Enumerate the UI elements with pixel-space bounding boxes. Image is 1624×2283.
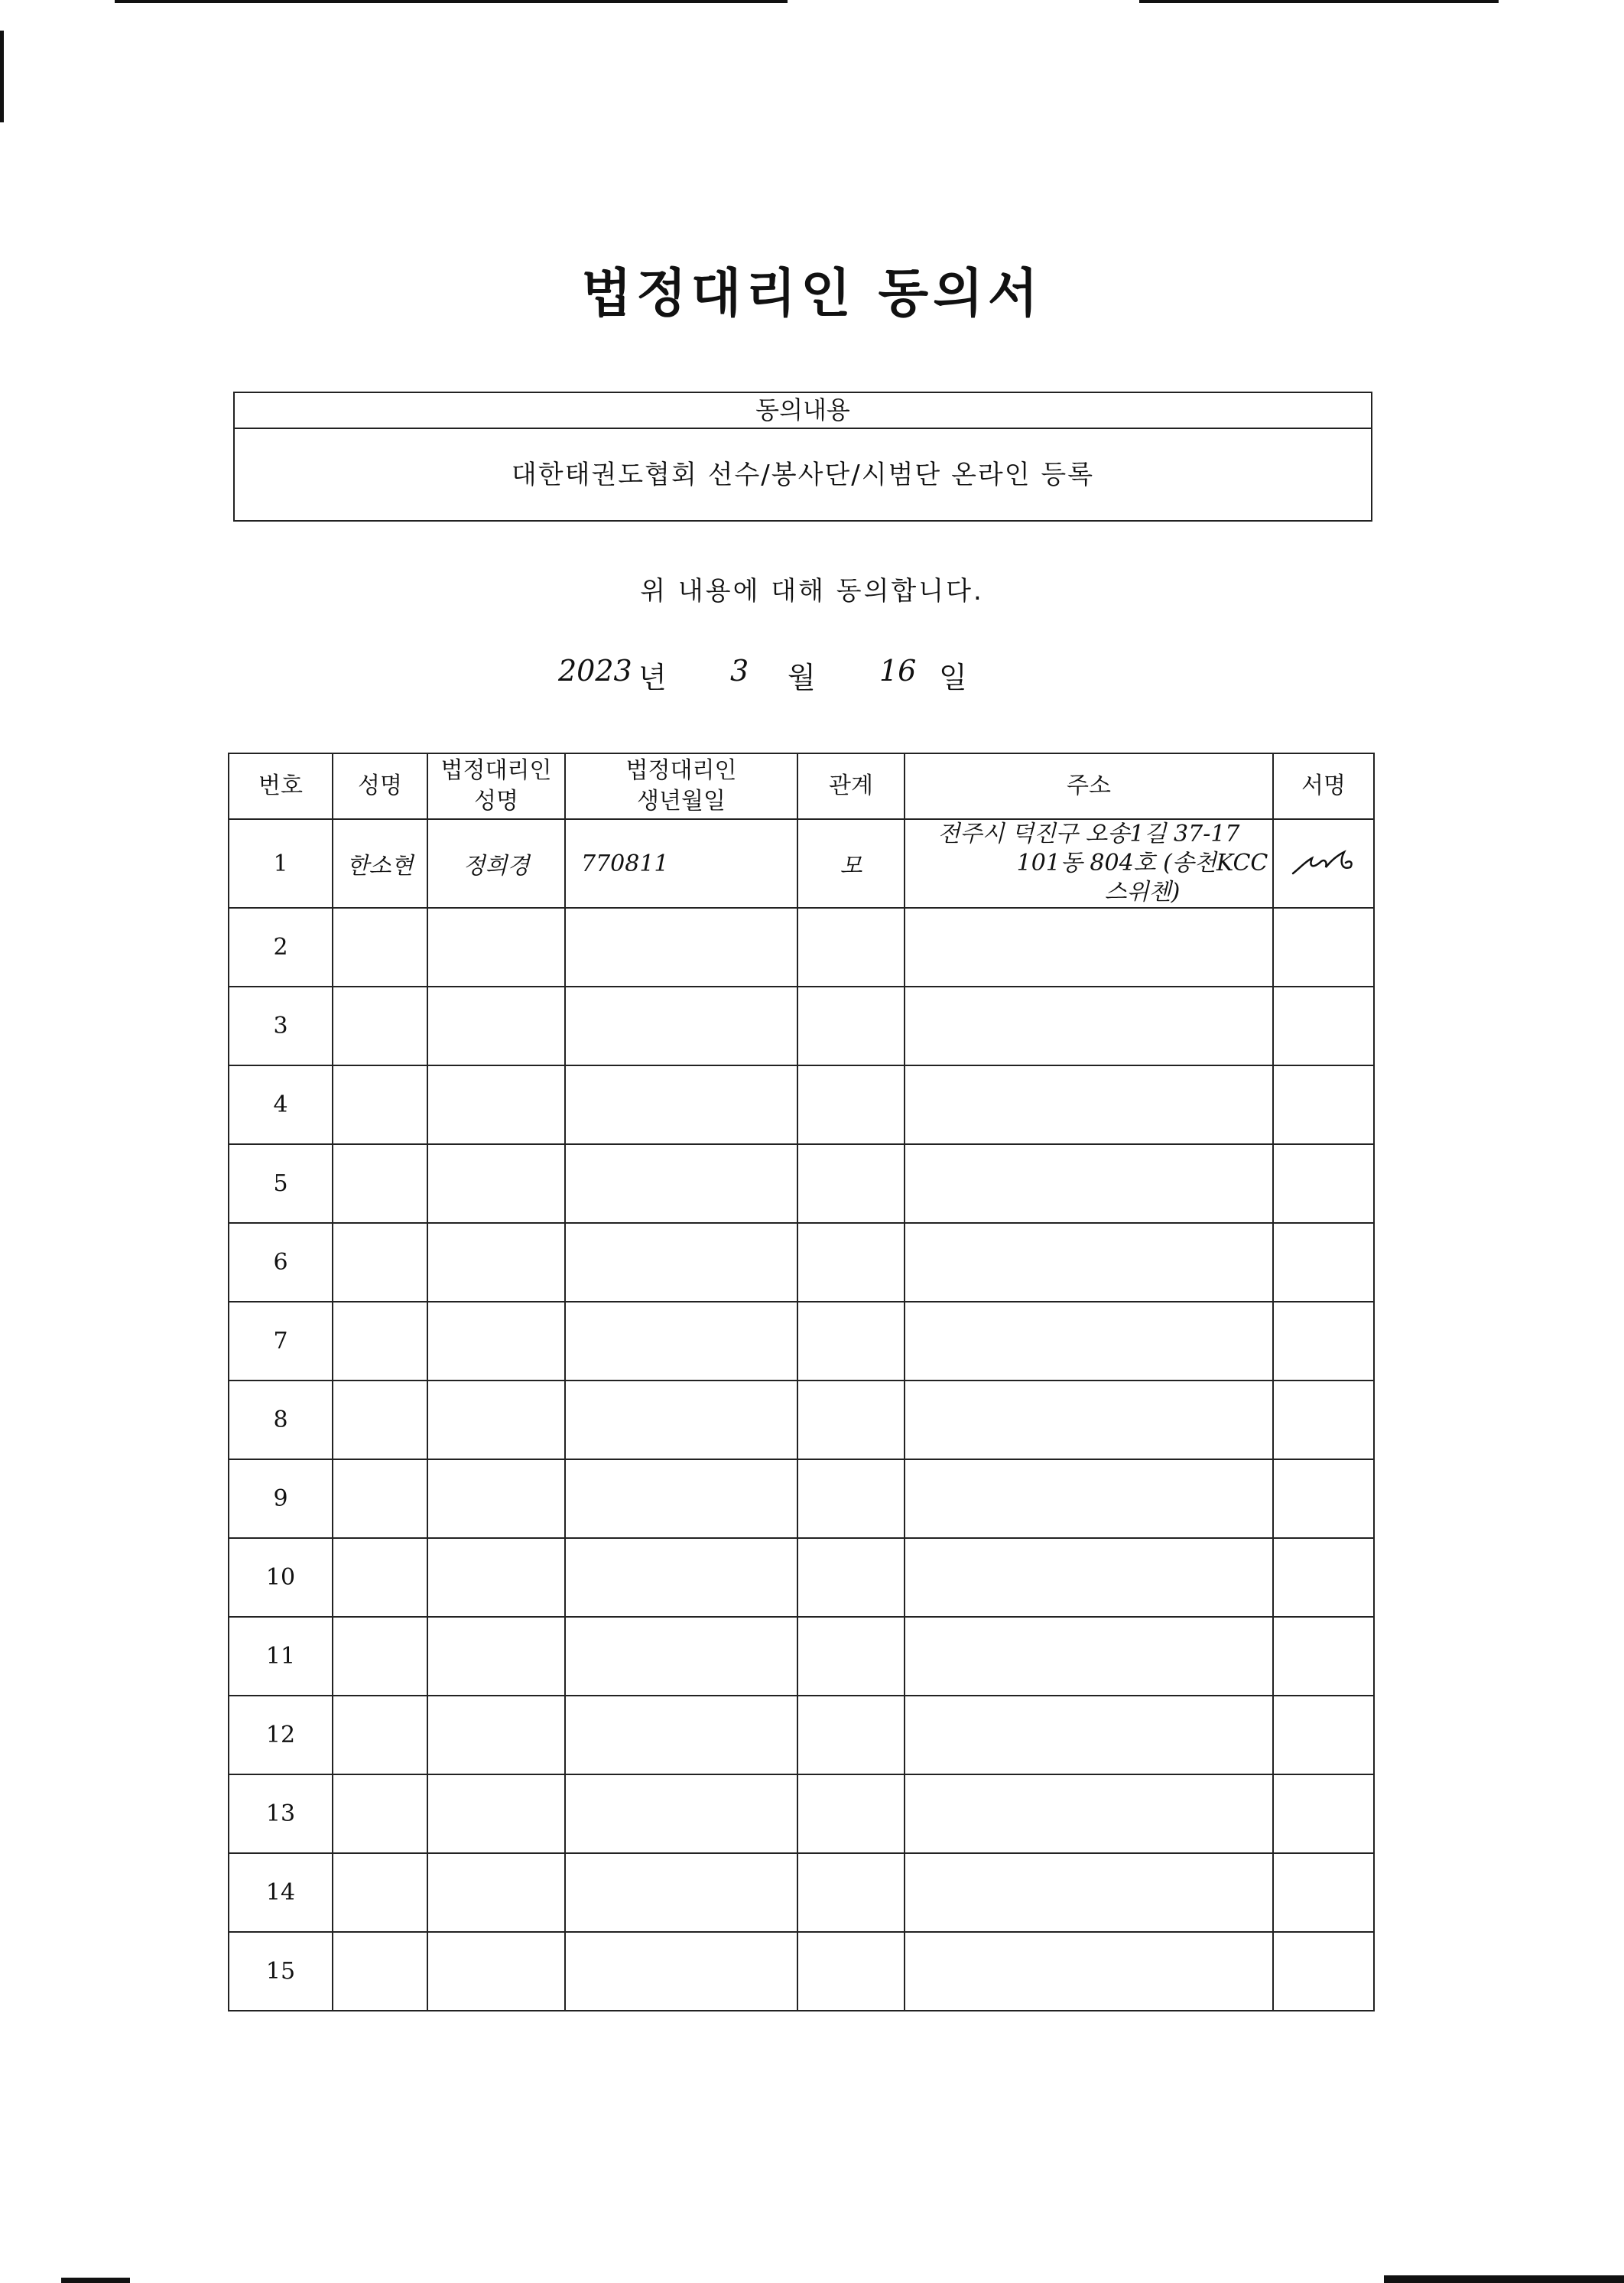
row-relation	[797, 1617, 905, 1696]
scan-edge-top-right	[1139, 0, 1499, 3]
row-number: 10	[229, 1538, 333, 1617]
row-signature	[1273, 987, 1374, 1065]
row-address	[905, 1932, 1273, 2011]
row-number: 1	[229, 819, 333, 908]
row-name: 한소현	[333, 819, 427, 908]
row-signature	[1273, 1932, 1374, 2011]
row-rep-birth	[565, 1538, 797, 1617]
handwritten-signature	[1289, 844, 1358, 883]
row-address-line2: 101동 804호 (송천KCC스위첸)	[1016, 850, 1268, 906]
scan-edge-top	[115, 0, 788, 3]
row-address-line1: 전주시 덕진구 오송1길 37-17	[937, 821, 1240, 847]
header-rep-birth	[565, 753, 797, 819]
consent-header: 동의내용	[235, 393, 1371, 429]
table-row	[229, 1459, 1374, 1538]
row-relation	[797, 1696, 905, 1774]
scan-edge-left	[0, 31, 4, 122]
row-signature	[1273, 1065, 1374, 1144]
row-number: 6	[229, 1223, 333, 1302]
row-signature	[1273, 1381, 1374, 1459]
row-address	[905, 1459, 1273, 1538]
row-rep-birth	[565, 908, 797, 987]
row-name	[333, 908, 427, 987]
row-number: 7	[229, 1302, 333, 1381]
row-relation	[797, 1065, 905, 1144]
row-relation	[797, 1381, 905, 1459]
row-rep-name: 정희경	[427, 819, 565, 908]
row-rep-birth	[565, 987, 797, 1065]
row-rep-name	[427, 1459, 565, 1538]
scan-edge-bottom	[1384, 2275, 1624, 2283]
date-day: 16	[879, 654, 917, 688]
row-number: 9	[229, 1459, 333, 1538]
row-name	[333, 1774, 427, 1853]
table-header-row	[229, 753, 1374, 819]
table-row	[229, 1538, 1374, 1617]
row-number: 2	[229, 908, 333, 987]
row-rep-birth: 770811	[565, 819, 797, 908]
row-signature	[1273, 1223, 1374, 1302]
date-month-unit: 월	[788, 661, 816, 694]
document-title: 법정대리인 동의서	[581, 263, 1043, 324]
row-rep-name	[427, 1144, 565, 1223]
guardian-table	[228, 753, 1375, 2011]
row-number: 8	[229, 1381, 333, 1459]
date-year-unit: 년	[638, 661, 667, 694]
row-rep-name	[427, 987, 565, 1065]
table-row	[229, 1696, 1374, 1774]
row-relation	[797, 908, 905, 987]
row-rep-birth	[565, 1144, 797, 1223]
row-number: 13	[229, 1774, 333, 1853]
row-name	[333, 1538, 427, 1617]
row-name	[333, 1853, 427, 1932]
row-name	[333, 1381, 427, 1459]
agreement-statement: 위 내용에 대해 동의합니다.	[640, 576, 984, 607]
row-signature	[1273, 908, 1374, 987]
row-name	[333, 1932, 427, 2011]
row-signature	[1273, 1459, 1374, 1538]
row-number: 4	[229, 1065, 333, 1144]
row-signature	[1273, 1144, 1374, 1223]
row-signature	[1273, 819, 1374, 908]
table-row	[229, 1144, 1374, 1223]
header-signature: 서명	[1273, 753, 1374, 819]
row-relation	[797, 1144, 905, 1223]
row-name	[333, 1617, 427, 1696]
row-signature	[1273, 1302, 1374, 1381]
row-rep-name	[427, 1696, 565, 1774]
row-relation	[797, 1932, 905, 2011]
row-relation	[797, 1459, 905, 1538]
row-rep-birth	[565, 1617, 797, 1696]
row-signature	[1273, 1853, 1374, 1932]
row-name	[333, 1223, 427, 1302]
row-relation	[797, 1774, 905, 1853]
table-row	[229, 1302, 1374, 1381]
row-number: 5	[229, 1144, 333, 1223]
header-rep-birth-line1: 법정대리인	[625, 757, 737, 784]
row-address	[905, 908, 1273, 987]
consent-body: 대한태권도협회 선수/봉사단/시범단 온라인 등록	[511, 460, 1095, 490]
row-relation	[797, 1853, 905, 1932]
row-address	[905, 1538, 1273, 1617]
row-rep-name	[427, 1065, 565, 1144]
table-row	[229, 1774, 1374, 1853]
row-rep-birth	[565, 1065, 797, 1144]
row-rep-birth	[565, 1774, 797, 1853]
row-rep-name	[427, 1853, 565, 1932]
row-number: 12	[229, 1696, 333, 1774]
date-year: 2023	[558, 654, 632, 688]
row-rep-birth	[565, 1853, 797, 1932]
row-address	[905, 1223, 1273, 1302]
table-row	[229, 1223, 1374, 1302]
row-number: 14	[229, 1853, 333, 1932]
row-number: 3	[229, 987, 333, 1065]
row-rep-name	[427, 1932, 565, 2011]
row-rep-birth	[565, 1381, 797, 1459]
row-relation	[797, 987, 905, 1065]
row-rep-birth	[565, 1696, 797, 1774]
table-row	[229, 1932, 1374, 2011]
row-name	[333, 1065, 427, 1144]
header-rep-name	[427, 753, 565, 819]
row-relation	[797, 1223, 905, 1302]
row-name	[333, 987, 427, 1065]
row-rep-birth	[565, 1302, 797, 1381]
row-relation: 모	[797, 819, 905, 908]
row-address	[905, 1774, 1273, 1853]
row-address	[905, 1302, 1273, 1381]
header-rep-name-line1: 법정대리인	[440, 757, 552, 784]
row-rep-name	[427, 1381, 565, 1459]
row-address	[905, 1381, 1273, 1459]
row-address	[905, 1617, 1273, 1696]
table-row	[229, 908, 1374, 987]
row-signature	[1273, 1617, 1374, 1696]
header-number: 번호	[229, 753, 333, 819]
table-row	[229, 1381, 1374, 1459]
table-row	[229, 987, 1374, 1065]
row-name	[333, 1302, 427, 1381]
scan-edge-bottom-left	[61, 2278, 130, 2283]
row-relation	[797, 1302, 905, 1381]
row-name	[333, 1459, 427, 1538]
row-rep-birth	[565, 1459, 797, 1538]
row-rep-birth	[565, 1932, 797, 2011]
date-month: 3	[730, 654, 749, 688]
row-rep-name	[427, 1774, 565, 1853]
row-rep-name	[427, 1223, 565, 1302]
row-address	[905, 1853, 1273, 1932]
date-day-unit: 일	[939, 661, 967, 694]
row-number: 15	[229, 1932, 333, 2011]
row-signature	[1273, 1774, 1374, 1853]
row-rep-name	[427, 1538, 565, 1617]
row-number: 11	[229, 1617, 333, 1696]
header-rep-name-line2: 성명	[474, 788, 518, 815]
table-row	[229, 819, 1374, 908]
row-address	[905, 819, 1273, 908]
header-address: 주소	[905, 753, 1273, 819]
row-name	[333, 1144, 427, 1223]
row-address	[905, 1065, 1273, 1144]
row-rep-name	[427, 1302, 565, 1381]
row-rep-name	[427, 908, 565, 987]
row-signature	[1273, 1538, 1374, 1617]
table-row	[229, 1065, 1374, 1144]
row-address	[905, 987, 1273, 1065]
row-address	[905, 1696, 1273, 1774]
row-signature	[1273, 1696, 1374, 1774]
row-address	[905, 1144, 1273, 1223]
row-rep-name	[427, 1617, 565, 1696]
row-name	[333, 1696, 427, 1774]
header-relation: 관계	[797, 753, 905, 819]
row-rep-birth	[565, 1223, 797, 1302]
consent-box	[233, 392, 1372, 522]
header-rep-birth-line2: 생년월일	[637, 788, 726, 815]
header-name: 성명	[333, 753, 427, 819]
table-row	[229, 1617, 1374, 1696]
table-row	[229, 1853, 1374, 1932]
row-relation	[797, 1538, 905, 1617]
